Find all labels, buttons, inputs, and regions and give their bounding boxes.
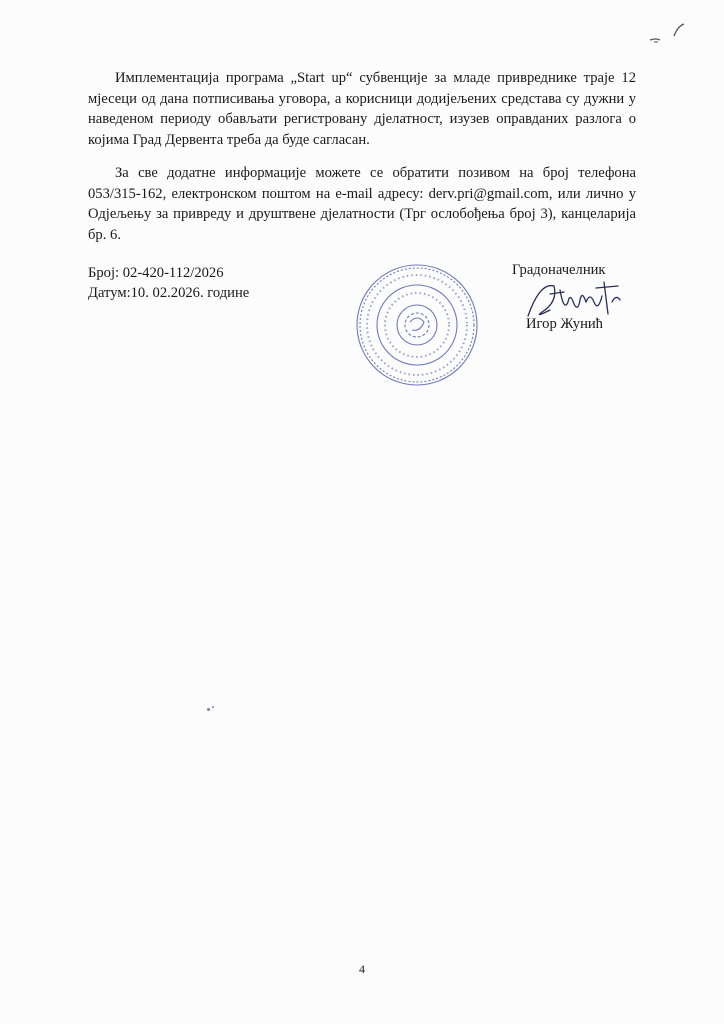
scan-speck: [207, 708, 210, 711]
scan-speck: [212, 706, 214, 708]
official-seal-stamp: [352, 260, 482, 390]
paragraph-contact-info: За све додатне информације можете се обратити позивом на број телефона 053/315-162, електронском поштом на e-mail адресу: derv.pri@gmail.com, или лично у Одјељењу за привреду и друштвене дјелатности (Трг ослобођења број 3), канцеларија бр. 6.: [88, 165, 636, 243]
paragraph-implementation: Имплементација програма „Start up“ субвенције за младе привреднике траје 12 мјесеци од дана потписивања уговора, а корисници додијељених средстава су дужни у наведеном периоду обављати регистровану дјелатност, изузев оправданих разлога о којима Град Дервента треба да буде сагласан.: [88, 70, 636, 148]
reference-number: Број: 02-420-112/2026: [88, 265, 224, 281]
reference-date: Датум:10. 02.2026. године: [88, 285, 250, 301]
page-number: 4: [359, 962, 365, 976]
handwritten-corner-mark: [644, 18, 694, 48]
signatory-name: Игор Жунић: [526, 316, 603, 332]
signatory-title: Градоначелник: [512, 262, 606, 278]
